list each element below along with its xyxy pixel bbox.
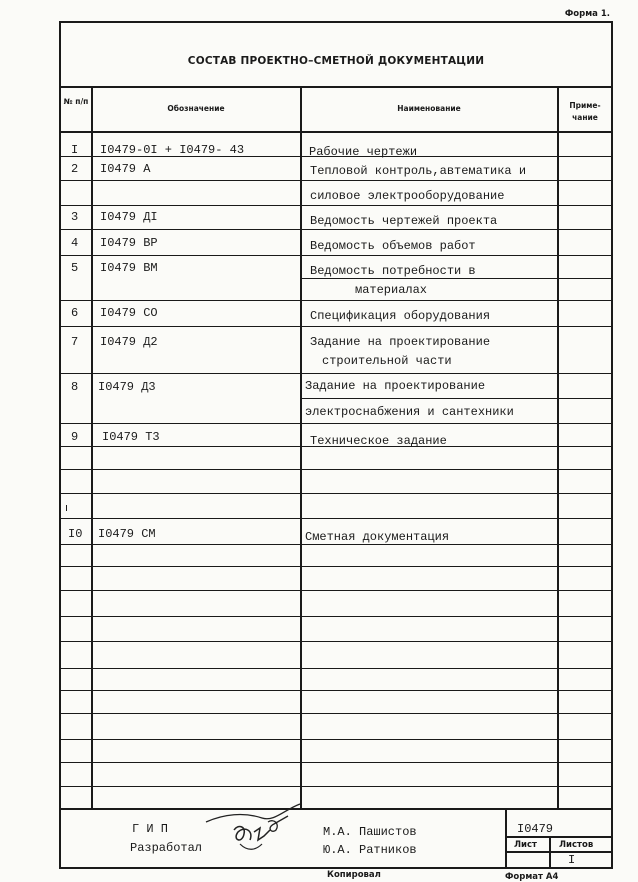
sheets-value: I (568, 853, 576, 867)
row-separator (60, 255, 613, 256)
row-9-name: Техническое задание (310, 434, 447, 448)
row-separator (300, 278, 613, 279)
col-header-num: № п/п (63, 97, 89, 106)
row-separator (60, 180, 613, 181)
row-separator (60, 739, 613, 740)
row-3-num: 3 (71, 210, 79, 224)
row-7b-name: строительной части (322, 354, 452, 368)
frame-right (611, 21, 613, 869)
row-4-designation: I0479 ВР (100, 236, 158, 250)
gip-name: М.А. Пашистов (323, 825, 417, 839)
row-2b-name: силовое электрооборудование (310, 189, 505, 203)
frame-left (59, 21, 61, 869)
table-top-line (60, 86, 613, 88)
row-separator (300, 398, 613, 399)
row-2-num: 2 (71, 162, 79, 176)
footer-line-1 (506, 836, 612, 838)
row-5-num: 5 (71, 261, 79, 275)
row-separator (60, 668, 613, 669)
handwritten-signature (204, 800, 304, 860)
row-separator (60, 493, 613, 494)
row-10-name: Сметная документация (305, 530, 450, 544)
row-separator (60, 373, 613, 374)
row-5b-name: материалах (355, 283, 428, 297)
col-header-name: Наименование (397, 104, 461, 113)
row-separator (60, 641, 613, 642)
col-divider-3 (557, 87, 559, 809)
row-2-name: Тепловой контроль,автематика и (310, 164, 527, 178)
developer-name: Ю.А. Ратников (323, 843, 417, 857)
header-bottom-line (60, 131, 613, 133)
row-8-name: Задание на проектирование (305, 379, 486, 393)
row-separator (60, 786, 613, 787)
row-separator (60, 423, 613, 424)
row-separator (60, 690, 613, 691)
row-1-name: Рабочие чертежи (309, 145, 418, 159)
frame-bottom (60, 867, 613, 869)
row-8-designation: I0479 Д3 (98, 380, 156, 394)
footer-line-2 (506, 851, 612, 853)
footer-divider-sheets (549, 836, 551, 868)
row-2-designation: I0479 А (100, 162, 151, 176)
row-1-designation: I0479-0I + I0479- 43 (100, 143, 245, 157)
row-7-num: 7 (71, 335, 79, 349)
row-4-name: Ведомость объемов работ (310, 239, 476, 253)
frame-top (60, 21, 613, 23)
copied-label: Копировал (327, 870, 381, 880)
row-6-num: 6 (71, 306, 79, 320)
row-3-name: Ведомость чертежей проекта (310, 214, 498, 228)
row-separator (60, 590, 613, 591)
row-6-name: Спецификация оборудования (310, 309, 491, 323)
col-divider-1 (91, 87, 93, 809)
form-label: Форма 1. (564, 9, 610, 19)
row-separator (60, 762, 613, 763)
row-separator (60, 566, 613, 567)
col-divider-2 (300, 87, 302, 809)
row-separator (60, 205, 613, 206)
row-9-num: 9 (71, 430, 79, 444)
row-separator (60, 469, 613, 470)
row-10-num: I0 (68, 527, 83, 541)
row-separator (60, 229, 613, 230)
sheets-label: Листов (559, 840, 594, 850)
col-header-note: Приме- чание (569, 101, 601, 122)
row-6-designation: I0479 СО (100, 306, 158, 320)
row-separator (60, 300, 613, 301)
row-4-num: 4 (71, 236, 79, 250)
row-separator (60, 544, 613, 545)
footer-top-line (60, 808, 613, 810)
row-5-designation: I0479 ВМ (100, 261, 158, 275)
format-label: Формат А4 (505, 872, 559, 882)
row-5-name: Ведомость потребности в (310, 264, 476, 278)
row-separator (60, 518, 613, 519)
row-8-num: 8 (71, 380, 79, 394)
row-7-designation: I0479 Д2 (100, 335, 158, 349)
row-1-num: I (71, 143, 79, 157)
row-separator (60, 326, 613, 327)
row-10-designation: I0479 СМ (98, 527, 156, 541)
row-7-name: Задание на проектирование (310, 335, 491, 349)
row-3-designation: I0479 ДI (100, 210, 158, 224)
row-separator (60, 616, 613, 617)
margin-mark (66, 505, 67, 511)
row-9-designation: I0479 Т3 (102, 430, 160, 444)
gip-label: Г И П (132, 822, 169, 836)
developed-label: Разработал (130, 841, 203, 855)
row-8b-name: электроснабжения и сантехники (305, 405, 514, 419)
col-header-designation: Обозначение (167, 104, 225, 113)
footer-divider-code (505, 808, 507, 868)
page-title: СОСТАВ ПРОЕКТНО–СМЕТНОЙ ДОКУМЕНТАЦИИ (187, 55, 485, 67)
row-separator (60, 713, 613, 714)
doc-code: I0479 (517, 822, 554, 836)
sheet-label: Лист (514, 840, 537, 850)
